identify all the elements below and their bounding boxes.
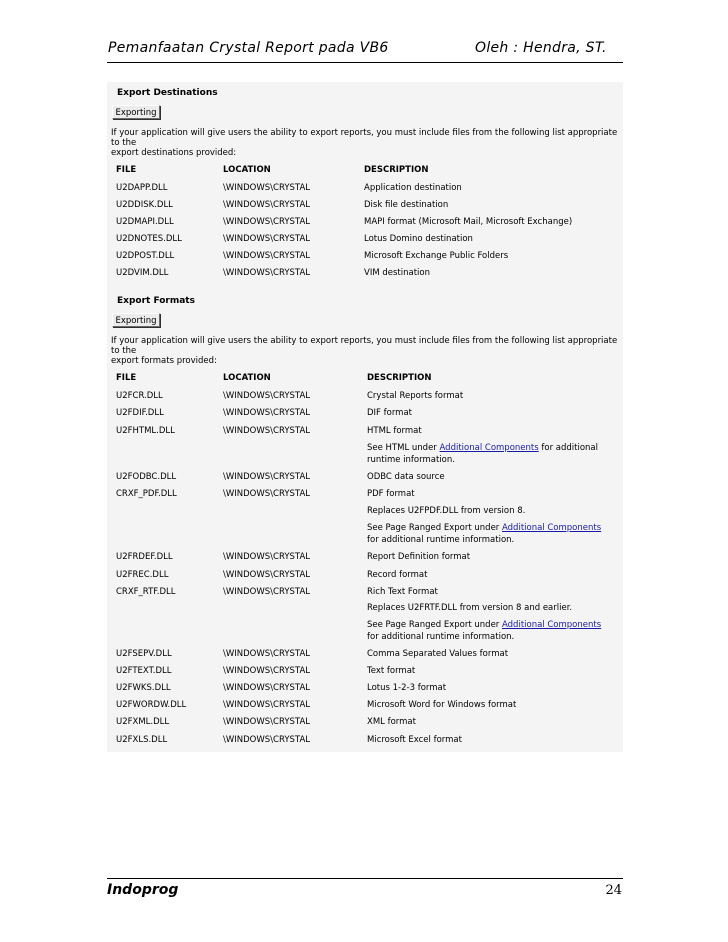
page-number: 24: [605, 883, 622, 898]
description-cell: Microsoft Word for Windows format: [367, 700, 517, 710]
file-cell: U2FRDEF.DLL: [116, 552, 173, 562]
destinations-intro: [111, 128, 621, 158]
header-divider: [107, 62, 623, 63]
location-cell: \WINDOWS\CRYSTAL: [223, 717, 311, 727]
file-cell: U2DNOTES.DLL: [116, 234, 182, 244]
destinations-intro-line-2: export destinations provided:: [111, 148, 237, 158]
destinations-header-file: FILE: [116, 165, 137, 175]
html-note-after: for additional: [538, 443, 598, 453]
destinations-header-location: LOCATION: [223, 165, 271, 175]
description-cell: Lotus 1-2-3 format: [367, 683, 447, 693]
file-cell: U2FCR.DLL: [116, 391, 163, 401]
file-cell: CRXF_PDF.DLL: [116, 489, 177, 499]
file-cell: U2FTEXT.DLL: [116, 666, 172, 676]
formats-intro-line-2: export formats provided:: [111, 356, 217, 366]
description-cell: Microsoft Excel format: [367, 735, 462, 745]
location-cell: \WINDOWS\CRYSTAL: [223, 268, 311, 278]
location-cell: \WINDOWS\CRYSTAL: [223, 666, 311, 676]
description-cell: XML format: [367, 717, 416, 727]
html-note-line-2: runtime information.: [367, 455, 455, 465]
location-cell: \WINDOWS\CRYSTAL: [223, 570, 311, 580]
description-cell: Application destination: [364, 183, 462, 193]
location-cell: \WINDOWS\CRYSTAL: [223, 183, 311, 193]
description-cell: Lotus Domino destination: [364, 234, 473, 244]
formats-header-description: DESCRIPTION: [367, 373, 432, 383]
html-note: [367, 443, 598, 454]
file-cell: U2DMAPI.DLL: [116, 217, 174, 227]
description-cell: Disk file destination: [364, 200, 449, 210]
location-cell: \WINDOWS\CRYSTAL: [223, 700, 311, 710]
formats-header-file: FILE: [116, 373, 137, 383]
location-cell: \WINDOWS\CRYSTAL: [223, 587, 311, 597]
additional-components-link[interactable]: Additional Components: [502, 523, 602, 533]
location-cell: \WINDOWS\CRYSTAL: [223, 472, 311, 482]
pdf-replaces-note: Replaces U2FPDF.DLL from version 8.: [367, 506, 526, 516]
formats-header-location: LOCATION: [223, 373, 271, 383]
file-cell: U2DVIM.DLL: [116, 268, 169, 278]
file-cell: U2FHTML.DLL: [116, 426, 175, 436]
file-cell: U2FWKS.DLL: [116, 683, 171, 693]
additional-components-link[interactable]: Additional Components: [502, 620, 602, 630]
exporting-destinations-button[interactable]: Exporting: [112, 105, 160, 119]
additional-components-link[interactable]: Additional Components: [439, 443, 539, 453]
formats-intro-line-1: If your application will give users the ability to export reports, you must include files from the following list appropriate to the: [111, 336, 618, 356]
description-cell: Report Definition format: [367, 552, 471, 562]
file-cell: U2DPOST.DLL: [116, 251, 175, 261]
location-cell: \WINDOWS\CRYSTAL: [223, 735, 311, 745]
pdf-see-note-line-2: for additional runtime information.: [367, 535, 515, 545]
description-cell: Comma Separated Values format: [367, 649, 509, 659]
description-cell: HTML format: [367, 426, 422, 436]
file-cell: U2FODBC.DLL: [116, 472, 177, 482]
file-cell: U2DAPP.DLL: [116, 183, 168, 193]
file-cell: U2DDISK.DLL: [116, 200, 173, 210]
file-cell: U2FSEPV.DLL: [116, 649, 172, 659]
location-cell: \WINDOWS\CRYSTAL: [223, 234, 311, 244]
description-cell: PDF format: [367, 489, 415, 499]
description-cell: Microsoft Exchange Public Folders: [364, 251, 509, 261]
footer-divider: [107, 878, 623, 879]
location-cell: \WINDOWS\CRYSTAL: [223, 200, 311, 210]
file-cell: U2FREC.DLL: [116, 570, 169, 580]
rtf-see-note: [367, 620, 601, 631]
location-cell: \WINDOWS\CRYSTAL: [223, 649, 311, 659]
description-cell: Text format: [367, 666, 416, 676]
destinations-intro-line-1: If your application will give users the ability to export reports, you must include files from the following list appropriate to the: [111, 128, 618, 148]
exporting-formats-button[interactable]: Exporting: [112, 313, 160, 327]
file-cell: U2FDIF.DLL: [116, 408, 164, 418]
screenshot-panel: [107, 82, 623, 752]
location-cell: \WINDOWS\CRYSTAL: [223, 489, 311, 499]
location-cell: \WINDOWS\CRYSTAL: [223, 552, 311, 562]
header-author: Oleh : Hendra, ST.: [475, 40, 607, 56]
description-cell: Rich Text Format: [367, 587, 438, 597]
header-title: Pemanfaatan Crystal Report pada VB6: [108, 40, 389, 56]
description-cell: DIF format: [367, 408, 413, 418]
file-cell: U2FXLS.DLL: [116, 735, 168, 745]
rtf-see-note-line-2: for additional runtime information.: [367, 632, 515, 642]
location-cell: \WINDOWS\CRYSTAL: [223, 683, 311, 693]
html-note-text: See HTML under: [367, 443, 440, 453]
footer-brand: Indoprog: [107, 882, 179, 898]
pdf-see-note: [367, 523, 601, 534]
formats-intro: [111, 336, 621, 366]
description-cell: Record format: [367, 570, 428, 580]
location-cell: \WINDOWS\CRYSTAL: [223, 251, 311, 261]
location-cell: \WINDOWS\CRYSTAL: [223, 217, 311, 227]
description-cell: MAPI format (Microsoft Mail, Microsoft Exchange): [364, 217, 573, 227]
rtf-replaces-note: Replaces U2FRTF.DLL from version 8 and earlier.: [367, 603, 573, 613]
export-formats-title: Export Formats: [117, 296, 195, 306]
pdf-see-text: See Page Ranged Export under: [367, 523, 502, 533]
description-cell: VIM destination: [364, 268, 430, 278]
description-cell: ODBC data source: [367, 472, 445, 482]
rtf-see-text: See Page Ranged Export under: [367, 620, 502, 630]
location-cell: \WINDOWS\CRYSTAL: [223, 426, 311, 436]
export-destinations-title: Export Destinations: [117, 88, 218, 98]
description-cell: Crystal Reports format: [367, 391, 464, 401]
file-cell: CRXF_RTF.DLL: [116, 587, 176, 597]
location-cell: \WINDOWS\CRYSTAL: [223, 408, 311, 418]
location-cell: \WINDOWS\CRYSTAL: [223, 391, 311, 401]
file-cell: U2FWORDW.DLL: [116, 700, 187, 710]
file-cell: U2FXML.DLL: [116, 717, 170, 727]
destinations-header-description: DESCRIPTION: [364, 165, 429, 175]
